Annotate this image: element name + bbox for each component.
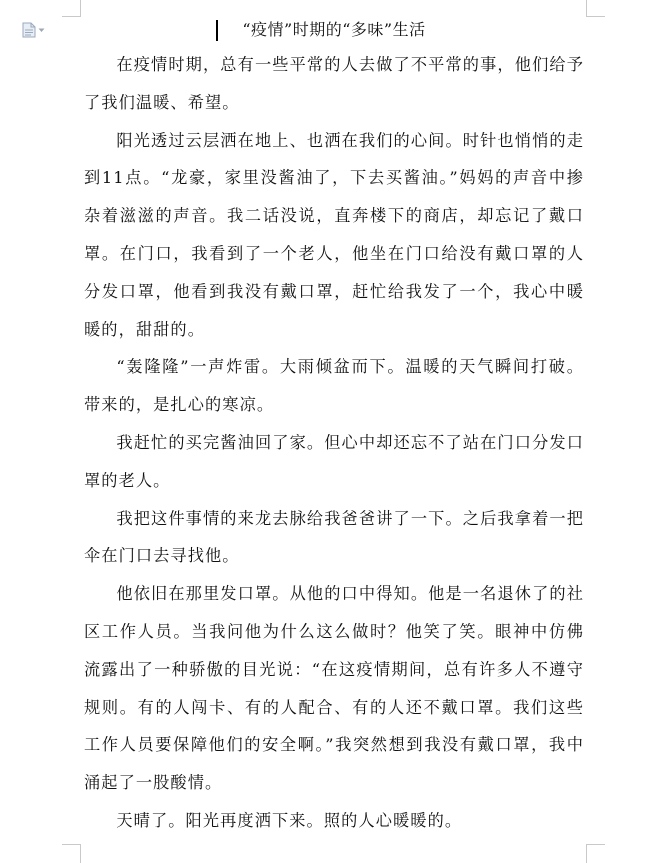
title-row: [84, 14, 584, 46]
crop-mark-bottom-left: [62, 844, 81, 863]
paragraph-5: 我把这件事情的来龙去脉给我爸爸讲了一下。之后我拿着一把伞在门口去寻找他。: [84, 508, 584, 566]
paragraph-7: 天晴了。阳光再度洒下来。照的人心暖暖的。: [116, 810, 463, 830]
paragraph-3: “轰隆隆”一声炸雷。大雨倾盆而下。温暖的天气瞬间打破。带来的，是扎心的寒凉。: [84, 357, 584, 415]
chevron-down-icon: [38, 28, 45, 33]
crop-mark-bottom-right: [586, 844, 605, 863]
paragraph-2: 阳光透过云层洒在地上、也洒在我们的心间。时针也悄悄的走到11点。“龙豪，家里没酱油了，下去买酱油。”妈妈的声音中掺杂着滋滋的声音。我二话没说，直奔楼下的商店，却忘记了戴口罩。在门口，我看到了一个老人，他坐在门口给没有戴口罩的人分发口罩，他看到我没有戴口罩，赶忙给我发了一个，我心中暖暖的，甜甜的。: [84, 130, 584, 339]
document-body[interactable]: [84, 14, 584, 840]
crop-mark-top-left: [62, 0, 81, 17]
document-icon: [22, 22, 36, 38]
document-title: “疫情”时期的“多味”生活: [242, 20, 426, 39]
paragraph-style-menu[interactable]: [22, 22, 48, 38]
paragraph-1: 在疫情时期，总有一些平常的人去做了不平常的事，他们给予了我们温暖、希望。: [84, 55, 584, 112]
paragraph-6: 他依旧在那里发口罩。从他的口中得知。他是一名退休了的社区工作人员。当我问他为什么这么做时？他笑了笑。眼神中仿佛流露出了一种骄傲的目光说：“在这疫情期间，总有许多人不遵守规则。有的人闯卡、有的人配合、有的人还不戴口罩。我们这些工作人员要保障他们的安全啊。”我突然想到我没有戴口罩，我中涌起了一股酸情。: [84, 584, 584, 793]
crop-mark-top-right: [586, 0, 605, 17]
paragraph-4: 我赶忙的买完酱油回了家。但心中却还忘不了站在门口分发口罩的老人。: [84, 432, 584, 490]
text-cursor: [216, 20, 218, 41]
